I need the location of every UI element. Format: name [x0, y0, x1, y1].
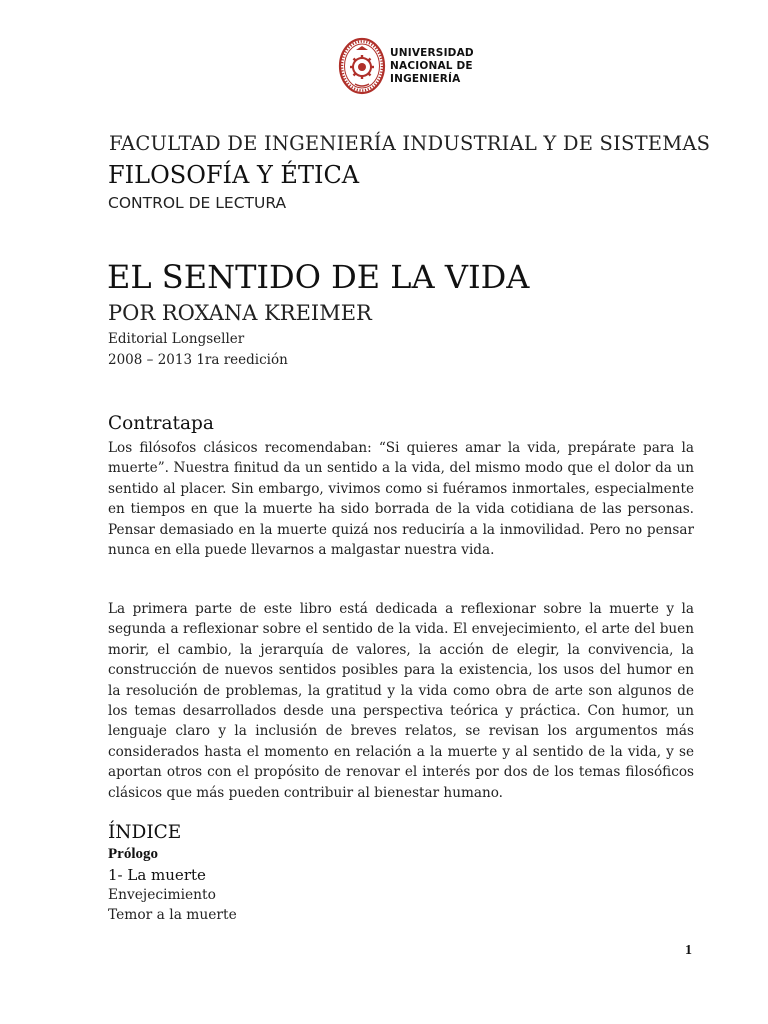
book-title: EL SENTIDO DE LA VIDA — [107, 258, 530, 296]
university-logo — [338, 36, 474, 96]
index-chapter-1: 1- La muerte — [108, 866, 206, 884]
index-subitem: Envejecimiento — [108, 887, 216, 903]
book-publisher: Editorial Longseller — [108, 331, 245, 347]
contratapa-paragraph-1: Los filósofos clásicos recomendaban: “Si quieres amar la vida, prepárate para la muerte”. Nuestra finitud da un sentido a la vida, del mismo modo que el dolor da un sentido al placer. Sin embargo, vivimos como si fuéramos inmortales, especialmente en tiempos en que la muerte ha sido borrada de la vida cotidiana de las personas. Pensar demasiado en la muerte quizá nos reduciría a la inmovilidad. Pero no pensar nunca en ella puede llevarnos a malgastar nuestra vida. — [108, 440, 694, 559]
book-author: POR ROXANA KREIMER — [108, 301, 372, 325]
index-heading: ÍNDICE — [108, 822, 182, 843]
book-edition: 2008 – 2013 1ra reedición — [108, 352, 288, 368]
university-name-line2: NACIONAL DE — [390, 59, 473, 72]
contratapa-heading: Contratapa — [108, 413, 214, 434]
university-name-line1: UNIVERSIDAD — [390, 46, 474, 59]
university-name-line3: INGENIERÍA — [390, 72, 461, 85]
assignment-label: CONTROL DE LECTURA — [108, 194, 287, 212]
page-number: 1 — [685, 943, 692, 958]
contratapa-paragraph-2: La primera parte de este libro está dedicada a reflexionar sobre la muerte y la segunda a reflexionar sobre el sentido de la vida. El envejecimiento, el arte del buen morir, el cambio, la jerarquía de valores, la acción de elegir, la convivencia, la construcción de nuevos sentidos posibles para la existencia, los usos del humor en la resolución de problemas, la gratitud y la vida como obra de arte son algunos de los temas desarrollados desde una perspectiva teórica y práctica. Con humor, un lenguaje claro y la inclusión de breves relatos, se revisan los argumentos más considerados hasta el momento en relación a la muerte y al sentido de la vida, y se aportan otros con el propósito de renovar el interés por dos de los temas filosóficos clásicos que más pueden contribuir al bienestar humano. — [108, 601, 694, 801]
university-name — [390, 47, 474, 86]
university-seal-icon — [338, 36, 386, 96]
index-subitem: Temor a la muerte — [108, 907, 237, 923]
course-title: FILOSOFÍA Y ÉTICA — [108, 161, 360, 189]
index-item-prologo: Prólogo — [108, 846, 158, 862]
faculty-title: FACULTAD DE INGENIERÍA INDUSTRIAL Y DE SISTEMAS — [109, 132, 711, 155]
